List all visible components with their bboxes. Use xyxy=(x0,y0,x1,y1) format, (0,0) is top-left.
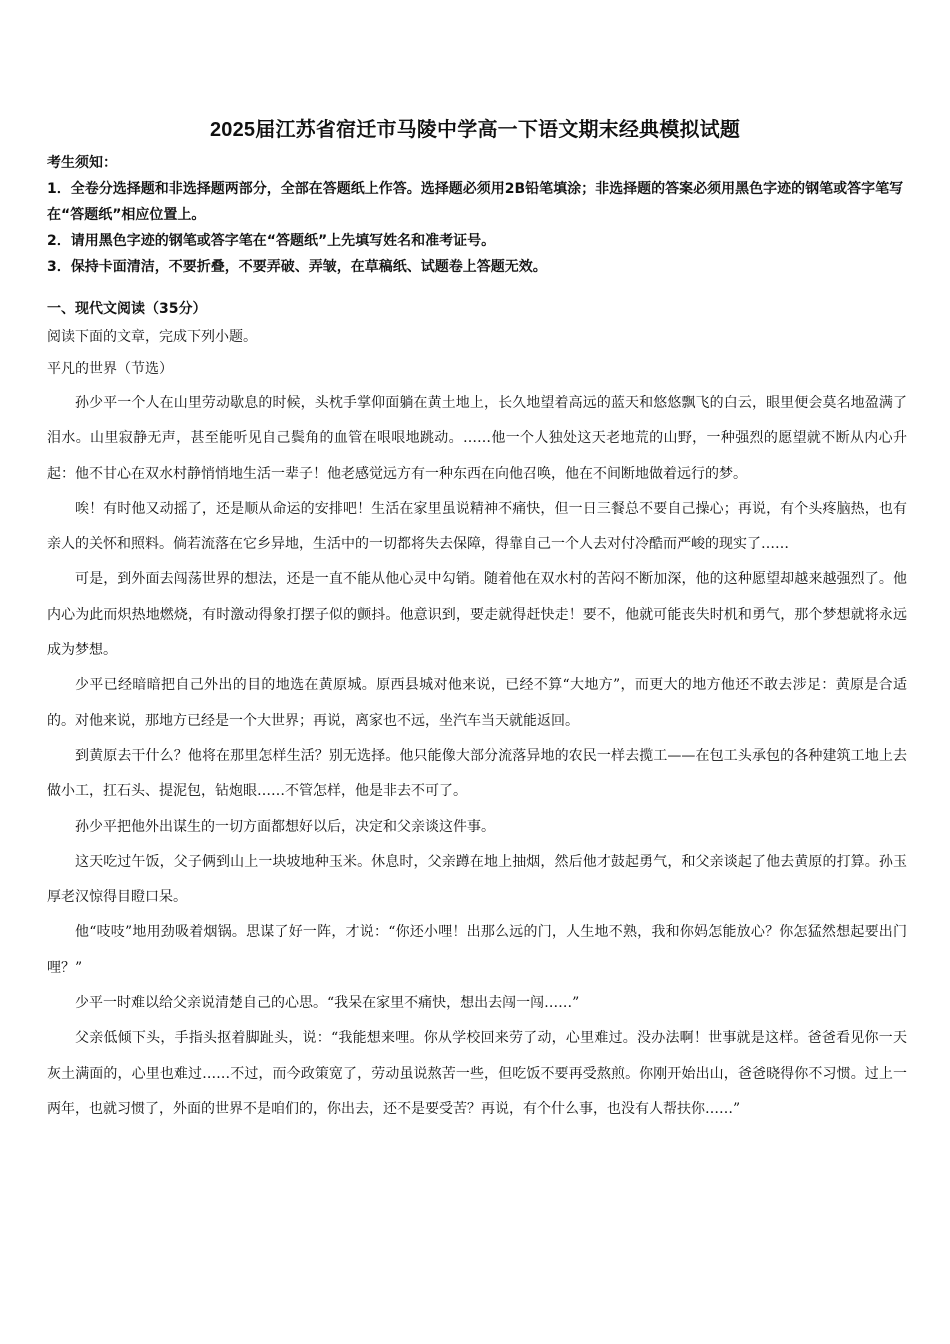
article-paragraph: 少平一时难以给父亲说清楚自己的心思。“我呆在家里不痛快，想出去闯一闯……” xyxy=(75,995,580,1012)
notice-heading: 考生须知： xyxy=(47,155,117,171)
article-paragraph: 少平已经暗暗把自己外出的目的地选在黄原城。原西县城对他来说，已经不算“大地方”，而更大的地方他还不敢去涉足：黄原是合适的。对他来说，那地方已经是一个大世界；再说，离家也不远，坐汽车当天就能返回。 xyxy=(47,677,907,729)
article-paragraph: 唉！有时他又动摇了，还是顺从命运的安排吧！生活在家里虽说精神不痛快，但一日三餐总不要自己操心；再说，有个头疼脑热，也有亲人的关怀和照料。倘若流落在它乡异地，生活中的一切都将失去保障，得靠自己一个人去对付冷酷而严峻的现实了…… xyxy=(47,500,907,553)
section-heading: 一、现代文阅读（35分） xyxy=(47,301,207,317)
reading-instruction: 阅读下面的文章，完成下列小题。 xyxy=(47,329,257,345)
article-paragraph: 这天吃过午饭，父子俩到山上一块坡地种玉米。休息时，父亲蹲在地上抽烟，然后他才鼓起勇气，和父亲谈起了他去黄原的打算。孙玉厚老汉惊得目瞪口呆。 xyxy=(47,853,907,906)
article-paragraph: 孙少平一个人在山里劳动歇息的时候，头枕手掌仰面躺在黄土地上，长久地望着高远的蓝天和悠悠飘飞的白云，眼里便会莫名地盈满了泪水。山里寂静无声，甚至能听见自己鬓角的血管在哏哏地跳动。……他一个人独处这天老地荒的山野，一种强烈的愿望就不断从内心升起：他不甘心在双水村静悄悄地生活一辈子！他老感觉远方有一种东西在向他召唤，他在不间断地做着远行的梦。 xyxy=(47,395,907,482)
article-paragraph: 他“吱吱”地用劲吸着烟锅。思谋了好一阵，才说：“你还小哩！出那么远的门，人生地不熟，我和你妈怎能放心？你怎猛然想起要出门哩？” xyxy=(47,924,907,976)
article-title: 平凡的世界（节选） xyxy=(47,361,173,377)
article-paragraph: 父亲低倾下头，手指头抠着脚趾头，说：“我能想来哩。你从学校回来劳了动，心里难过。没办法啊！世事就是这样。爸爸看见你一天灰土满面的，心里也难过……不过，而今政策宽了，劳动虽说熬苦一些，但吃饭不要再受熬煎。你刚开始出山，爸爸晓得你不习惯。过上一两年，也就习惯了，外面的世界不是咱们的，你出去，还不是要受苦？再说，有个什么事，也没有人帮扶你……” xyxy=(47,1030,907,1117)
notice-item: 2．请用黑色字迹的钢笔或答字笔在“答题纸”上先填写姓名和准考证号。 xyxy=(47,233,496,249)
article-paragraph: 到黄原去干什么？他将在那里怎样生活？别无选择。他只能像大部分流落异地的农民一样去揽工——在包工头承包的各种建筑工地上去做小工，扛石头、提泥包，钻炮眼……不管怎样，他是非去不可了。 xyxy=(47,747,907,800)
article-paragraph: 孙少平把他外出谋生的一切方面都想好以后，决定和父亲谈这件事。 xyxy=(75,818,495,835)
notice-list xyxy=(47,176,917,280)
article-body xyxy=(47,386,907,1127)
page-title: 2025届江苏省宿迁市马陵中学高一下语文期末经典模拟试题 xyxy=(209,119,741,141)
notice-item: 1．全卷分选择题和非选择题两部分，全部在答题纸上作答。选择题必须用2B铅笔填涂；非选择题的答案必须用黑色字迹的钢笔或答字笔写在“答题纸”相应位置上。 xyxy=(47,181,904,223)
notice-item: 3．保持卡面清洁，不要折叠，不要弄破、弄皱，在草稿纸、试题卷上答题无效。 xyxy=(47,259,547,275)
article-paragraph: 可是，到外面去闯荡世界的想法，还是一直不能从他心灵中勾销。随着他在双水村的苦闷不断加深，他的这种愿望却越来越强烈了。他内心为此而炽热地燃烧，有时激动得象打摆子似的颤抖。他意识到，要走就得赶快走！要不，他就可能丧失时机和勇气，那个梦想就将永远成为梦想。 xyxy=(47,571,907,659)
